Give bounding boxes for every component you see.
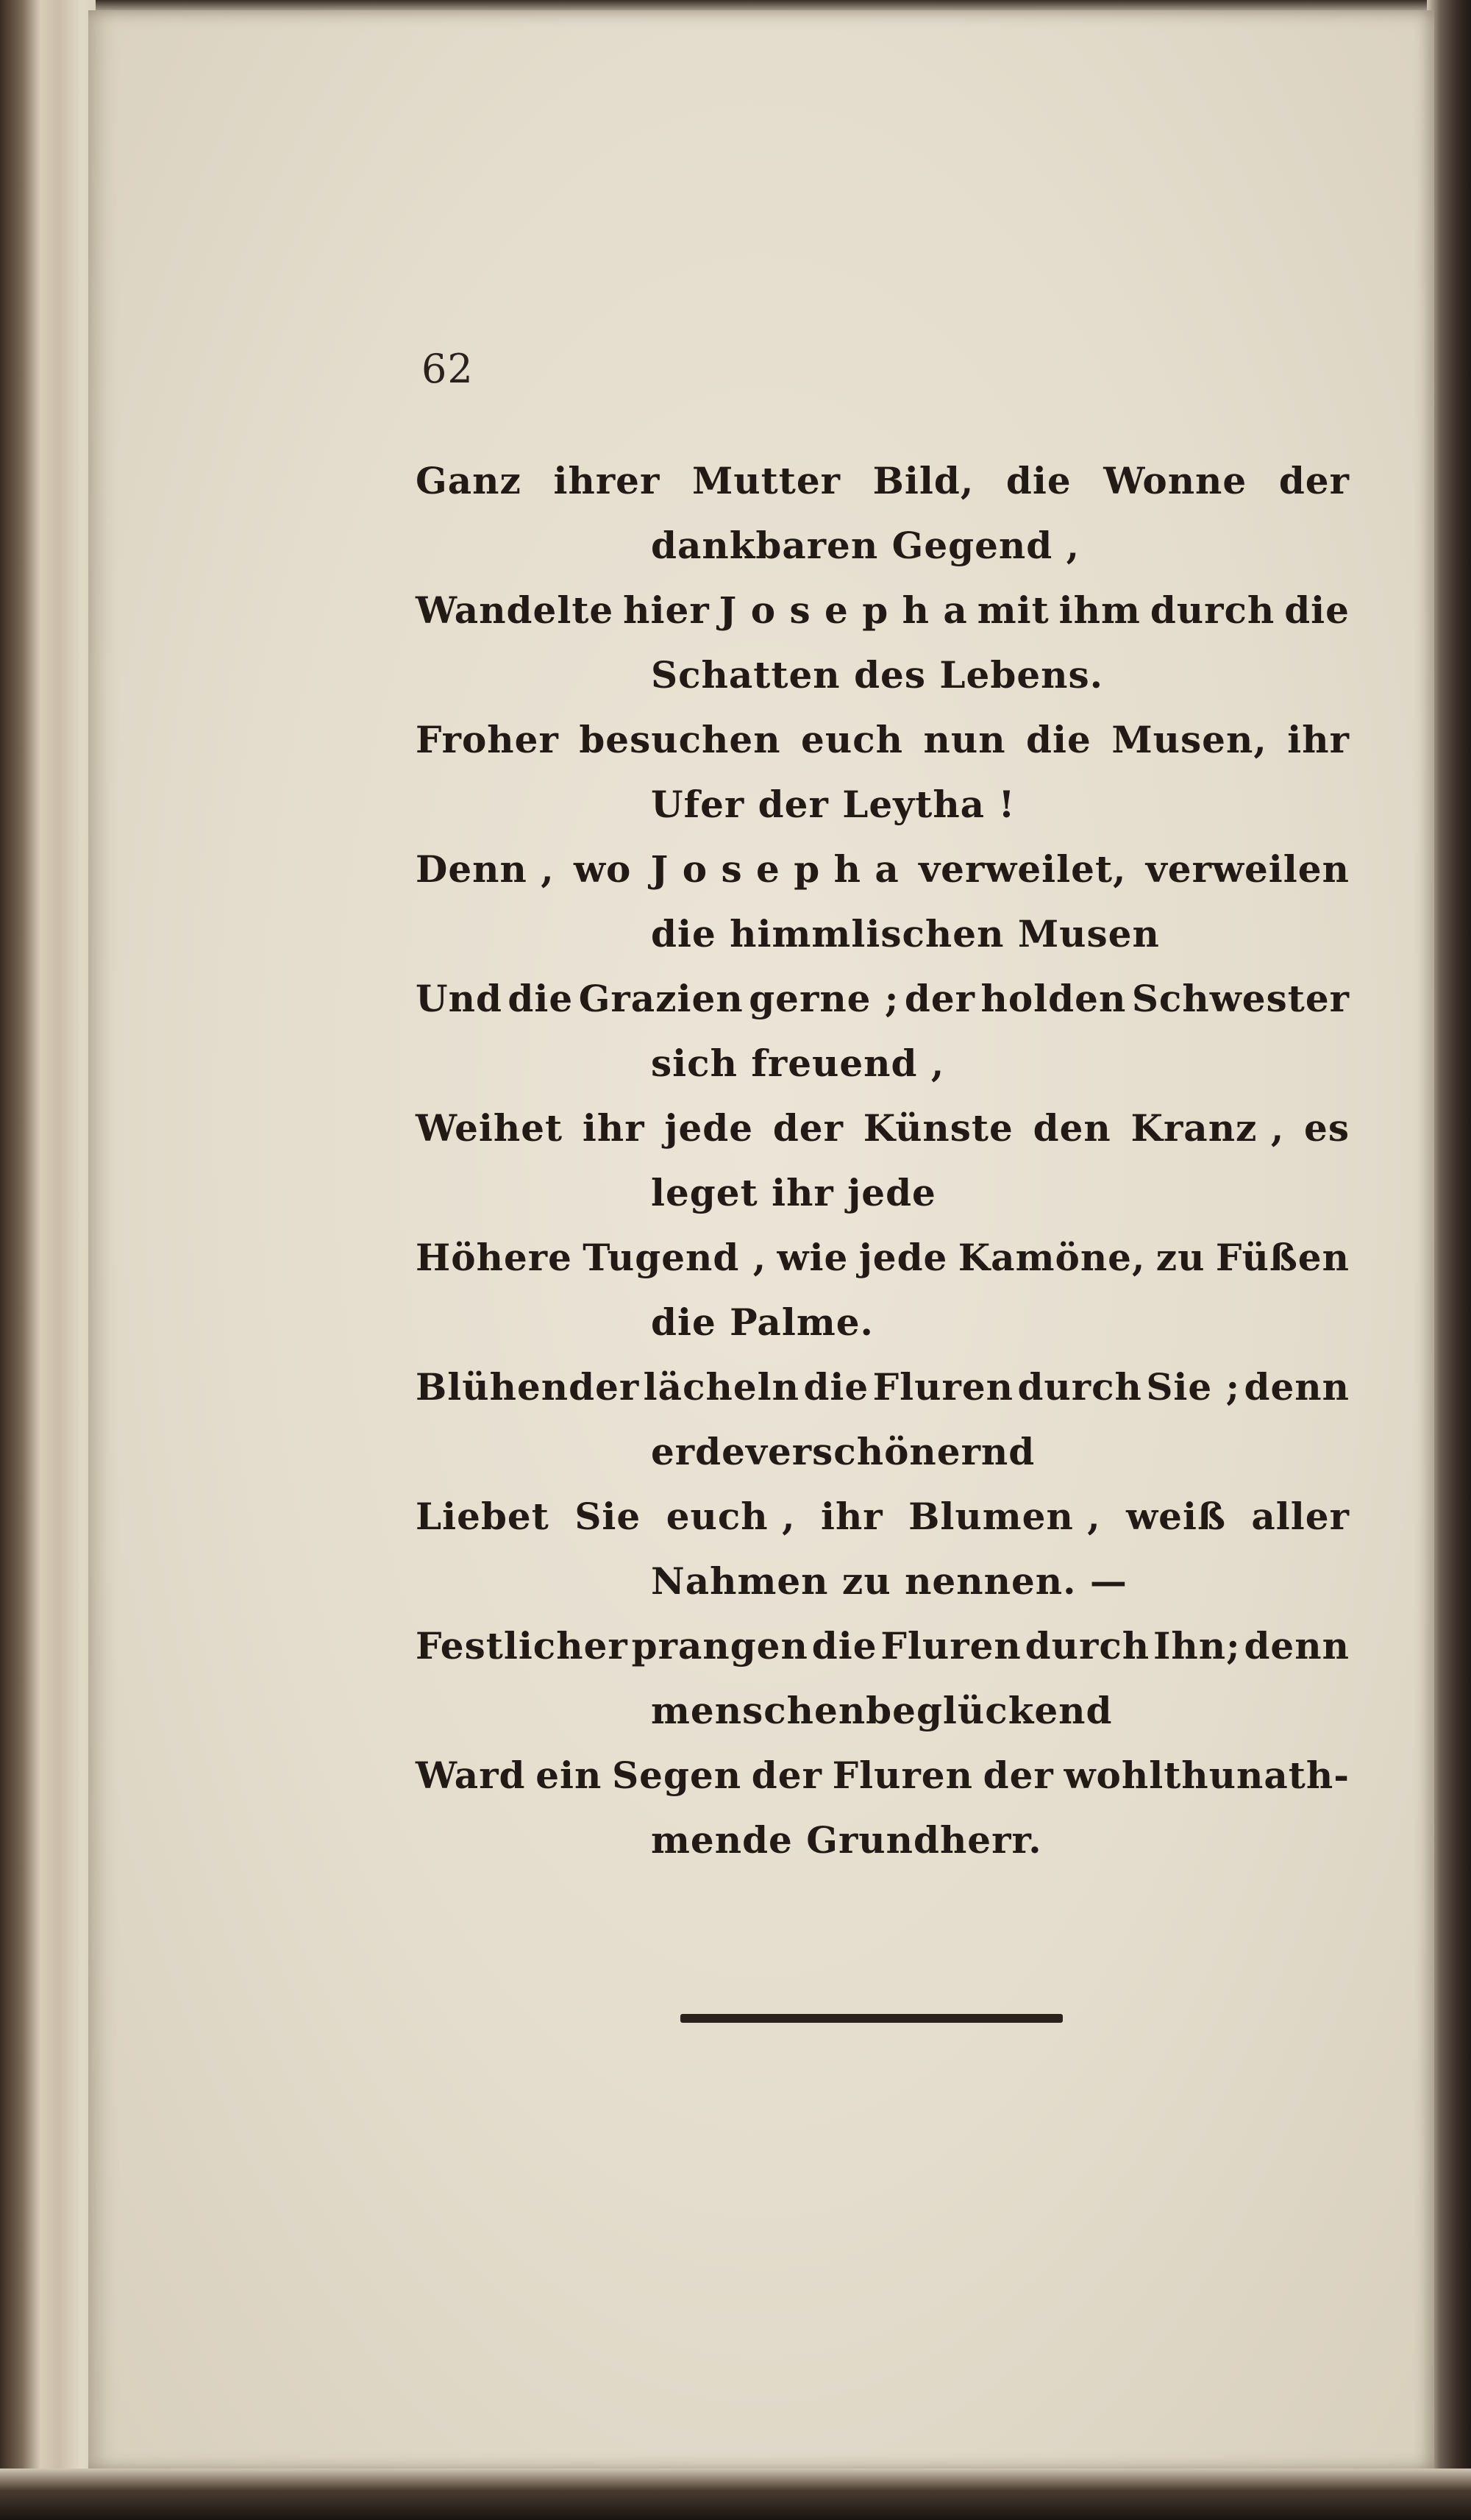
verse-line: [416, 708, 1350, 772]
verse-word: die: [1284, 588, 1350, 632]
book-edge-bottom: [0, 2469, 1471, 2520]
verse-word: Sie ;: [1146, 1365, 1241, 1409]
verse-word: jede: [858, 1236, 948, 1279]
verse-word: der: [772, 1106, 844, 1150]
verse-line-continuation: dankbaren Gegend ,: [651, 524, 1080, 567]
verse-line: [416, 967, 1350, 1031]
verse-line: [416, 449, 1350, 513]
verse-word: Kranz ,: [1130, 1106, 1285, 1150]
verse-word: Höhere: [416, 1236, 572, 1279]
verse-word: Blühender: [416, 1365, 640, 1409]
section-separator-rule: [680, 2014, 1063, 2023]
verse-word: nun: [923, 718, 1006, 761]
page-number: 62: [421, 346, 474, 392]
verse-word: Grazien: [578, 977, 744, 1020]
verse-word: die: [811, 1624, 877, 1667]
verse-word: prangen: [631, 1624, 808, 1667]
verse-line: [416, 1355, 1350, 1420]
verse-word: ihm: [1058, 588, 1141, 632]
verse-line: [416, 1225, 1350, 1290]
verse-word: gerne ;: [749, 977, 900, 1020]
verse-word: Bild,: [872, 459, 975, 502]
verse-word: Froher: [416, 718, 559, 761]
verse-word: Ganz: [416, 459, 521, 502]
verse-word: Sie: [574, 1495, 641, 1538]
verse-word: Weihet: [416, 1106, 563, 1150]
verse-line-continuation: Nahmen zu nennen. —: [651, 1559, 1128, 1603]
verse-word: besuchen: [579, 718, 781, 761]
verse-word: Füßen: [1215, 1236, 1350, 1279]
verse-word: euch: [801, 718, 904, 761]
verse-word: J o s e p h a: [719, 588, 968, 632]
verse-word: euch ,: [666, 1495, 796, 1538]
verse-word: Wonne: [1103, 459, 1247, 502]
verse-word: Mutter: [691, 459, 841, 502]
verse-word: ihr: [820, 1495, 883, 1538]
verse-line-continuation: die himmlischen Musen: [651, 912, 1160, 955]
verse-word: Musen,: [1111, 718, 1267, 761]
verse-word: weiß: [1126, 1495, 1226, 1538]
verse-word: zu: [1155, 1236, 1205, 1279]
verse-word: Fluren: [872, 1365, 1014, 1409]
verse-line: [416, 1743, 1350, 1808]
verse-word: Wandelte: [416, 588, 614, 632]
book-binding-left: [0, 0, 96, 2520]
verse-line-continuation: Ufer der Leytha !: [651, 783, 1016, 826]
verse-word: ihr: [1287, 718, 1350, 761]
verse-word: mit: [977, 588, 1050, 632]
verse-line-continuation: erdeverschönernd: [651, 1430, 1036, 1473]
verse-word: aller: [1251, 1495, 1350, 1538]
verse-word: der: [751, 1754, 822, 1797]
verse-word: die: [507, 977, 574, 1020]
verse-line-continuation: Schatten des Lebens.: [651, 653, 1104, 697]
verse-word: ihrer: [553, 459, 660, 502]
verse-word: Künste: [863, 1106, 1014, 1150]
verse-word: Tugend ,: [583, 1236, 767, 1279]
verse-word: verweilen: [1145, 847, 1350, 891]
verse-word: Liebet: [416, 1495, 549, 1538]
verse-line-continuation: mende Grundherr.: [651, 1818, 1042, 1862]
verse-word: Ward: [416, 1754, 526, 1797]
verse-word: durch: [1017, 1365, 1142, 1409]
verse-word: denn: [1244, 1624, 1350, 1667]
verse-word: Blumen ,: [908, 1495, 1101, 1538]
verse-word: ein: [535, 1754, 602, 1797]
verse-word: die: [803, 1365, 869, 1409]
verse-word: Schwester: [1131, 977, 1350, 1020]
verse-line: [416, 837, 1350, 902]
verse-word: der: [904, 977, 975, 1020]
verse-word: es: [1304, 1106, 1350, 1150]
verse-line: [416, 1484, 1350, 1549]
verse-word: den: [1033, 1106, 1111, 1150]
verse-word: die: [1005, 459, 1072, 502]
verse-word: Festlicher: [416, 1624, 628, 1667]
verse-line-continuation: menschenbeglückend: [651, 1689, 1113, 1732]
verse-word: holden: [980, 977, 1127, 1020]
verse-line: [416, 1096, 1350, 1161]
verse-word: Ihn;: [1153, 1624, 1241, 1667]
verse-word: wo: [573, 847, 632, 891]
verse-word: jede: [664, 1106, 754, 1150]
verse-word: lächeln: [643, 1365, 800, 1409]
verse-line-continuation: die Palme.: [651, 1300, 874, 1344]
verse-word: Fluren: [832, 1754, 973, 1797]
verse-word: wohlthunath-: [1064, 1754, 1350, 1797]
verse-word: durch: [1025, 1624, 1150, 1667]
verse-word: die: [1026, 718, 1091, 761]
verse-word: der: [1278, 459, 1350, 502]
verse-line-continuation: sich freuend ,: [651, 1042, 945, 1085]
verse-line: [416, 578, 1350, 643]
verse-word: Kamöne,: [958, 1236, 1146, 1279]
verse-word: Denn ,: [416, 847, 555, 891]
verse-word: Fluren: [880, 1624, 1022, 1667]
verse-word: durch: [1150, 588, 1275, 632]
verse-word: hier: [623, 588, 710, 632]
poem-text: [416, 449, 1350, 1873]
verse-word: der: [983, 1754, 1054, 1797]
verse-word: verweilet,: [919, 847, 1127, 891]
verse-word: Segen: [612, 1754, 742, 1797]
verse-line-continuation: leget ihr jede: [651, 1171, 936, 1214]
verse-word: wie: [777, 1236, 849, 1279]
verse-word: ihr: [582, 1106, 645, 1150]
verse-word: J o s e p h a: [650, 847, 900, 891]
verse-word: Und: [416, 977, 502, 1020]
verse-word: denn: [1244, 1365, 1350, 1409]
verse-line: [416, 1614, 1350, 1679]
